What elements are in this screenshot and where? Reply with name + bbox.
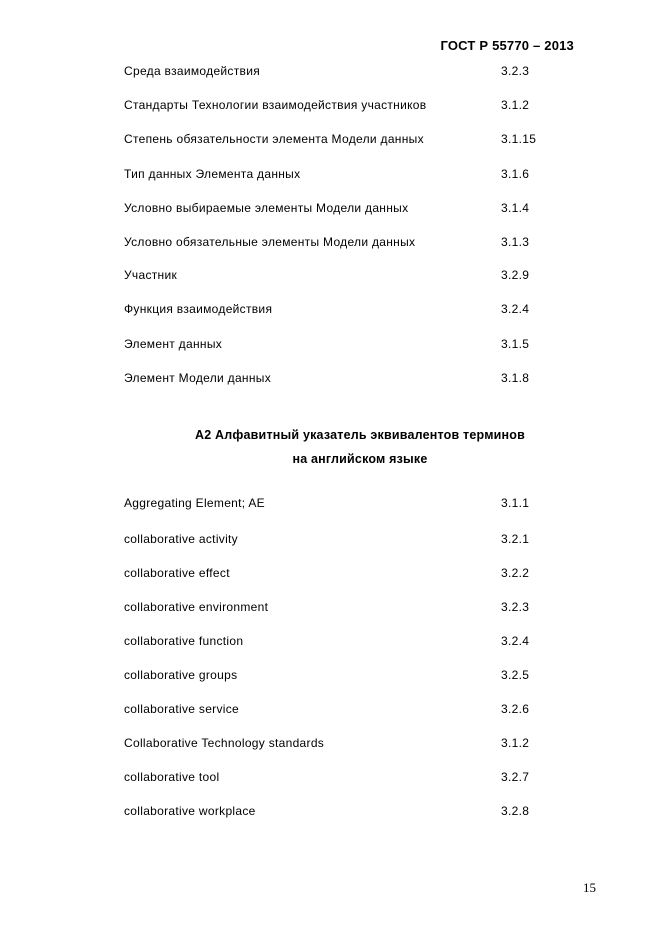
index-entry (124, 300, 564, 318)
index-ref: 3.1.2 (501, 98, 530, 112)
index-ref: 3.1.4 (501, 201, 530, 215)
index-term: Функция взаимодействия (124, 302, 273, 316)
index-ref: 3.1.5 (501, 337, 530, 351)
index-entry (124, 700, 564, 718)
index-term: collaborative effect (124, 566, 230, 580)
index-ref: 3.2.4 (501, 302, 530, 316)
index-term: Участник (124, 268, 178, 282)
index-term: collaborative groups (124, 668, 238, 682)
index-entry (124, 632, 564, 650)
index-ref: 3.1.1 (501, 496, 530, 510)
index-term: Элемент Модели данных (124, 371, 271, 385)
document-code: ГОСТ Р 55770 – 2013 (440, 38, 574, 53)
index-term: Степень обязательности элемента Модели данных (124, 132, 424, 146)
index-term: Элемент данных (124, 337, 223, 351)
index-term: collaborative environment (124, 600, 269, 614)
index-ref: 3.2.1 (501, 532, 530, 546)
index-term: Стандарты Технологии взаимодействия участников (124, 98, 427, 112)
index-ref: 3.2.3 (501, 64, 530, 78)
index-ref: 3.2.6 (501, 702, 530, 716)
index-entry (124, 199, 564, 217)
index-ref: 3.2.4 (501, 634, 530, 648)
index-ref: 3.1.6 (501, 167, 530, 181)
index-term: Collaborative Technology standards (124, 736, 325, 750)
index-entry (124, 768, 564, 786)
index-ref: 3.1.2 (501, 736, 530, 750)
index-entry (124, 96, 564, 114)
index-ref: 3.2.9 (501, 268, 530, 282)
index-ref: 3.2.5 (501, 668, 530, 682)
index-entry (124, 734, 564, 752)
index-ref: 3.1.3 (501, 235, 530, 249)
index-entry (124, 233, 564, 251)
index-term: Условно выбираемые элементы Модели данных (124, 201, 409, 215)
index-entry (124, 530, 564, 548)
index-term: Тип данных Элемента данных (124, 167, 301, 181)
index-term: Среда взаимодействия (124, 64, 260, 78)
page-number: 15 (583, 880, 596, 895)
index-entry (124, 130, 564, 148)
section-title-line-1: А2 Алфавитный указатель эквивалентов терминов (194, 428, 526, 442)
index-entry (124, 165, 564, 183)
index-ref: 3.1.15 (501, 132, 537, 146)
index-entry (124, 62, 564, 80)
index-ref: 3.1.8 (501, 371, 530, 385)
index-term: collaborative workplace (124, 804, 256, 818)
index-entry (124, 369, 564, 387)
index-entry (124, 266, 564, 284)
index-ref: 3.2.7 (501, 770, 530, 784)
index-term: Условно обязательные элементы Модели данных (124, 235, 416, 249)
index-entry (124, 335, 564, 353)
index-term: collaborative activity (124, 532, 238, 546)
index-ref: 3.2.8 (501, 804, 530, 818)
index-term: Aggregating Element; AE (124, 496, 265, 510)
section-title-line-2: на английском языке (292, 452, 428, 466)
index-ref: 3.2.2 (501, 566, 530, 580)
index-entry (124, 598, 564, 616)
index-ref: 3.2.3 (501, 600, 530, 614)
index-entry (124, 666, 564, 684)
index-term: collaborative tool (124, 770, 220, 784)
index-entry (124, 564, 564, 582)
index-entry (124, 802, 564, 820)
index-entry (124, 494, 564, 512)
index-term: collaborative service (124, 702, 240, 716)
index-term: collaborative function (124, 634, 244, 648)
